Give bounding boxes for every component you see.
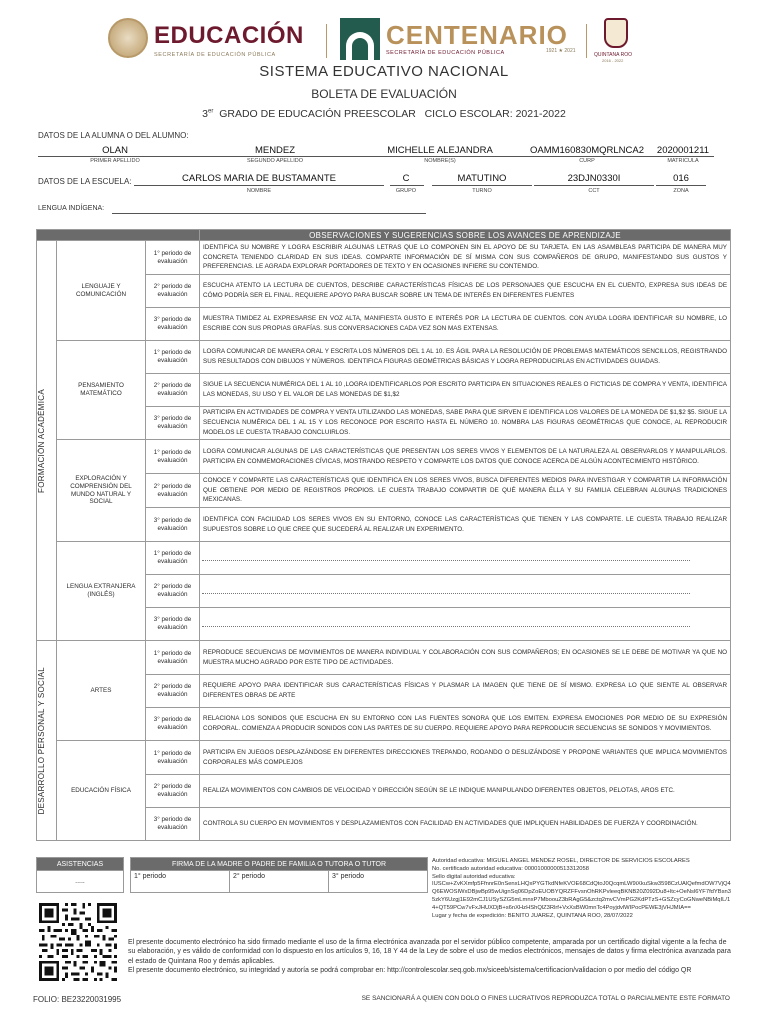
period-1-label: 1° periodo de evaluación: [146, 542, 200, 575]
period-1-label: 1° periodo de evaluación: [146, 741, 200, 775]
quintana-roo-years: 2016 - 2022: [602, 58, 624, 63]
obs-pensamiento-1: LOGRA COMUNICAR DE MANERA ORAL Y ESCRITA LOS NÚMEROS DEL 1 AL 10. ES ÁGIL PARA LA RESOLUCIÓN DE PROBLEMAS MATEMÁTICOS SENCILLOS, REGISTRANDO SUS RESULTADOS CON DIBUJOS Y NÚMEROS. IDENTIFICA FIGURAS GEOMÉTRICAS BÁSICAS Y LOGRA REPRODUCIRLAS EN ACTIVIDADES GUIADAS.: [200, 341, 731, 374]
obs-educacion-fisica-2: REALIZA MOVIMIENTOS CON CAMBIOS DE VELOCIDAD Y DIRECCIÓN SEGÚN SE LE INDIQUE MANIPULANDO DIFERENTES OBJETOS, PELOTAS, AROS ETC.: [200, 775, 731, 808]
table-head: OBSERVACIONES Y SUGERENCIAS SOBRE LOS AVANCES DE APRENDIZAJE: [200, 230, 731, 241]
cct-line: [534, 185, 654, 186]
qr-code-icon[interactable]: [36, 897, 120, 987]
logo-divider: [326, 24, 327, 58]
grade-cycle-line: [0, 108, 768, 120]
school-name-caption: NOMBRE: [246, 188, 272, 194]
dotted-line: [202, 555, 690, 561]
zona-value: 016: [673, 173, 689, 184]
centenario-logo-subtitle: SECRETARÍA DE EDUCACIÓN PÚBLICA: [386, 50, 505, 56]
firma-periodo-3: 3° periodo: [329, 871, 428, 893]
segundo-apellido-caption: SEGUNDO APELLIDO: [247, 158, 303, 164]
authority-certificate: No. certificado autoridad educativa: 00001000000513312058: [432, 865, 589, 872]
obs-exploracion-2: CONOCE Y COMPARTE LAS CARACTERÍSTICAS QUE IDENTIFICA EN LOS SERES VIVOS, BUSCA DIFERENTES MEDIOS PARA INVESTIGAR Y COMPARTIR LA INFORMACIÓN QUE OBTIENE POR MEDIO DE REGISTROS PROPIOS. LE CUESTA TRABAJO COMPARTIR DE QUÉ MANERA ÉLLA Y SU FAMILIA CELEBRAN ALGUNAS TRADICIONES MEXICANAS.: [200, 474, 731, 508]
evaluation-table: [36, 229, 731, 841]
turno-value: MATUTINO: [457, 173, 507, 184]
asistencias-value: .....: [37, 871, 124, 893]
period-1-label: 1° periodo de evaluación: [146, 641, 200, 675]
cct-caption: CCT: [588, 188, 600, 194]
asistencias-table: [36, 857, 124, 893]
obs-ingles-1: [200, 542, 731, 575]
segundo-apellido-value: MENDEZ: [254, 145, 296, 156]
firma-table: [130, 857, 428, 893]
quintana-roo-label: QUINTANA ROO: [594, 52, 632, 58]
document-title: BOLETA DE EVALUACIÓN: [311, 87, 457, 101]
logo-divider: [586, 24, 587, 58]
grade-cycle-text: GRADO DE EDUCACIÓN PREESCOLAR CICLO ESCOLAR: 2021-2022: [219, 108, 566, 120]
period-2-label: 2° periodo de evaluación: [146, 275, 200, 308]
firma-periodo-2: 2° periodo: [230, 871, 329, 893]
obs-artes-2: REQUIERE APOYO PARA IDENTIFICAR SUS CARACTERÍSTICAS FÍSICAS Y PLASMAR LA IMAGEN QUE TIENE DE SÍ MISMO. EXPRESA LO QUE SIENTE AL OBSERVAR DIFERENTES OBRAS DE ARTE: [200, 675, 731, 708]
curp-value: OAMM160830MQRLNCA2: [529, 145, 645, 156]
grade-suffix: er: [208, 108, 214, 115]
area-formacion-label: FORMACIÓN ACADÉMICA: [37, 388, 46, 493]
asistencias-header: ASISTENCIAS: [37, 858, 124, 871]
grupo-line: [390, 185, 424, 186]
period-1-label: 1° periodo de evaluación: [146, 440, 200, 474]
firma-periodo-1: 1° periodo: [131, 871, 230, 893]
obs-lenguaje-2: ESCUCHA ATENTO LA LECTURA DE CUENTOS, DESCRIBE CARACTERÍSTICAS FÍSICAS DE LOS PERSONAJES QUE ESCUCHA EN EL CUENTO, EXPRESA SUS IDEAS DE CÓMO PODRÍA SER EL FINAL. REQUIERE APOYO PARA BUSCAR SOBRE UN TEMA DE INTERÉS EN DIFERENTES FUENTES: [200, 275, 731, 308]
area-formacion-cell: [37, 241, 57, 641]
turno-caption: TURNO: [472, 188, 492, 194]
issue-place-date: Lugar y fecha de expedición: BENITO JUAREZ, QUINTANA ROO, 28/07/2022: [432, 912, 633, 919]
subject-lenguaje: LENGUAJE Y COMUNICACIÓN: [57, 241, 146, 341]
matricula-value: 2020001211: [656, 145, 710, 156]
cct-value: 23DJN0330I: [567, 173, 621, 184]
obs-artes-3: RELACIONA LOS SONIDOS QUE ESCUCHA EN SU ENTORNO CON LAS FUENTES SONORA QUE LOS EMITEN. EXPRESA EMOCIONES POR MEDIO DE SU EXPRESIÓN CORPORAL. COMIENZA A PRODUCIR SONIDOS CON LAS PARTES DE SU CUERPO. REQUIERE APOYO PARA REPRODUCIR SECUENCIAS SE SONIDOS Y MOVIMIENTOS.: [200, 708, 731, 741]
authority-digital-seal: IUSCw+ZvKXmfp5FfnnrE0nSenxLHQxPYGTkdNfeKVOE68CdQtoJ0QcqmLW9iXkuSkw3598CzUAlQefmdOW7VjQ4Q6EWOSIWxDBjwBp95wUignSq06DpZoEUOBYQRZFFvsnOhRKPvleeqBKNB20Z092Du8+ltc+OeNsl6YF7fdYBsn35zkY6Uzgj1E92mCJ1USySZG5mLmnxP7MboouZ3bRAgG5&zctq2mvCVmPG2KdPTzS+GSZcyCoGNweNBiMqIL/14+QT59PCw7vFxJHUXDjB+s6nXHzHShQlZ3Rlrf+VxXsBW0mnTc4PoyjdvlWIPocPEWE3jVHJMIA==: [432, 881, 731, 911]
area-desarrollo-label: DESARROLLO PERSONAL Y SOCIAL: [37, 666, 46, 815]
obs-exploracion-1: LOGRA COMUNICAR ALGUNAS DE LAS CARACTERÍSTICAS QUE PRESENTAN LOS SERES VIVOS Y ELEMENTOS DE LA NATURALEZA AL OBSERVARLOS Y MANIPULARLOS. PARTICIPA EN CONMEMORACIONES CÍVICAS, MOSTRANDO RESPETO Y COMPARTE LOS DATOS QUE CONOCE ACERCA DE ALGÚN ACONTECIMIENTO HISTÓRICO.: [200, 440, 731, 474]
grupo-value: C: [402, 173, 410, 184]
obs-lenguaje-3: MUESTRA TIMIDEZ AL EXPRESARSE EN VOZ ALTA, MANIFIESTA GUSTO E INTERÉS POR LA LECTURA DE CUENTOS. CON AYUDA LOGRA IDENTIFICAR SU NOMBRE, LO ESCRIBE CON SUS PROPIAS GRAFÍAS. SUS CONVERSACIONES CADA VEZ SON MAS EXTENSAS.: [200, 308, 731, 341]
grade-number: 3: [202, 108, 209, 120]
obs-ingles-2: [200, 575, 731, 608]
period-3-label: 3° periodo de evaluación: [146, 708, 200, 741]
subject-artes: ARTES: [57, 641, 146, 741]
primer-apellido-value: OLAN: [102, 145, 128, 156]
period-3-label: 3° periodo de evaluación: [146, 608, 200, 641]
dotted-line: [202, 588, 690, 594]
obs-educacion-fisica-3: CONTROLA SU CUERPO EN MOVIMIENTOS Y DESPLAZAMIENTOS CON FACILIDAD EN ACTIVIDADES QUE IMPLIQUEN HABILIDADES DE FUERZA Y COORDINACIÓN.: [200, 808, 731, 841]
educacion-logo-subtitle: SECRETARÍA DE EDUCACIÓN PÚBLICA: [154, 52, 276, 58]
page-title: SISTEMA EDUCATIVO NACIONAL: [259, 63, 509, 80]
period-2-label: 2° periodo de evaluación: [146, 575, 200, 608]
authority-seal-label: Sello digital autoridad educativa:: [432, 873, 516, 880]
student-section-label: DATOS DE LA ALUMNA O DEL ALUMNO:: [38, 131, 189, 140]
school-name-line: [134, 185, 384, 186]
period-2-label: 2° periodo de evaluación: [146, 474, 200, 508]
grupo-caption: GRUPO: [395, 188, 417, 194]
quintana-roo-shield-icon: [604, 18, 628, 48]
authority-name: Autoridad educativa: MIGUEL ANGEL MENDEZ ROSEL, DIRECTOR DE SERVICIOS ESCOLARES: [432, 858, 690, 864]
student-data-line: [38, 156, 714, 157]
header-logos: [104, 14, 664, 66]
authority-block: [432, 858, 732, 921]
period-3-label: 3° periodo de evaluación: [146, 407, 200, 440]
turno-line: [432, 185, 532, 186]
obs-lenguaje-1: IDENTIFICA SU NOMBRE Y LOGRA ESCRIBIR ALGUNAS LETRAS QUE LO COMPONEN SIN EL APOYO DE SU TARJETA. EN LAS ASAMBLEAS PARTICIPA DE MANERA MUY CONCRETA TENIENDO CLARIDAD EN SUS IDEAS. COMPARTE INFORMACIÓN DE SÍ MISMA CON SUS COMPAÑEROS DE GRUPO, MANIFESTANDO SUS GUSTOS Y PREFERENCIAS. LE AGRADA EXPLORAR PORTADORES DE TEXTO Y EN OCASIONES INFIERE SU CONTENIDO.: [200, 241, 731, 275]
legal-paragraph-1: El presente documento electrónico ha sido firmado mediante el uso de la firma electrónica avanzada por el servidor público competente, amparada por un certificado digital vigente a la fecha de su elaboración, y es válido de conformidad con lo dispuesto en los artículos 9, 16, 18 Y 44 de la Ley de sobre el uso de medios electrónicos, mensajes de datos y firma electrónica avanzada para el estado de Quintana Roo y demás aplicables.: [128, 939, 731, 965]
lengua-indigena-label: LENGUA INDÍGENA:: [38, 205, 105, 212]
school-section-label: DATOS DE LA ESCUELA:: [38, 177, 132, 186]
arch-icon: [340, 18, 380, 60]
table-head-blank: [37, 230, 200, 241]
educacion-logo-text: EDUCACIÓN: [154, 22, 304, 49]
period-2-label: 2° periodo de evaluación: [146, 675, 200, 708]
centenario-years: 1921 ★ 2021: [546, 48, 576, 54]
primer-apellido-caption: PRIMER APELLIDO: [90, 158, 140, 164]
lengua-indigena-line: [112, 213, 426, 214]
period-3-label: 3° periodo de evaluación: [146, 508, 200, 542]
period-1-label: 1° periodo de evaluación: [146, 241, 200, 275]
firma-header: FIRMA DE LA MADRE O PADRE DE FAMILIA O TUTORA O TUTOR: [131, 858, 428, 871]
subject-educacion-fisica: EDUCACIÓN FÍSICA: [57, 741, 146, 841]
obs-educacion-fisica-1: PARTICIPA EN JUEGOS DESPLAZÁNDOSE EN DIFERENTES DIRECCIONES TREPANDO, RODANDO O DESLIZÁNDOSE Y PROPONE VARIANTES QUE IMPLICA MOVIMIENTOS CORPORALES MÁS COMPLEJOS: [200, 741, 731, 775]
nombres-caption: NOMBRE(S): [424, 158, 456, 164]
dotted-line: [202, 621, 690, 627]
centenario-logo-text: CENTENARIO: [386, 20, 568, 50]
school-name-value: CARLOS MARIA DE BUSTAMANTE: [182, 173, 336, 184]
period-3-label: 3° periodo de evaluación: [146, 808, 200, 841]
period-1-label: 1° periodo de evaluación: [146, 341, 200, 374]
folio: FOLIO: BE23220031995: [33, 995, 122, 1004]
obs-exploracion-3: IDENTIFICA CON FACILIDAD LOS SERES VIVOS EN SU ENTORNO, CONOCE LAS CARACTERÍSTICAS QUE TIENEN Y LAS COMPARTE. LE CUESTA TRABAJO REALIZAR SUPUESTOS SOBRE LO QUE CREE QUE SUCEDERÁ AL REALIZAR UN EXPERIMENTO.: [200, 508, 731, 542]
subject-exploracion: EXPLORACIÓN Y COMPRENSIÓN DEL MUNDO NATURAL Y SOCIAL: [57, 440, 146, 542]
subject-ingles: LENGUA EXTRANJERA (INGLÉS): [57, 542, 146, 641]
subject-pensamiento: PENSAMIENTO MATEMÁTICO: [57, 341, 146, 440]
obs-pensamiento-3: PARTICIPA EN ACTIVIDADES DE COMPRA Y VENTA UTILIZANDO LAS MONEDAS, SABE PARA QUE SIRVEN E IDENTIFICA LOS VALORES DE LA MONEDA DE $1,$2 $5. SIGUE LA SECUENCIA NUMÉRICA DEL 1 AL 15 Y LOS RECONOCE POR ESCRITO HASTA EL NÚMERO 10. NOMBRA LAS FIGURAS GEOMÉTRICAS QUE CONOCE, AL REPRODUCIR MODELOS LE CUESTA TRABAJO CONCLUIRLOS.: [200, 407, 731, 440]
obs-artes-1: REPRODUCE SECUENCIAS DE MOVIMIENTOS DE MANERA INDIVIDUAL Y COLABORACIÓN CON SUS COMPAÑEROS; EN OCASIONES SE LE DEBE DE MOTIVAR YA QUE NO MUESTRA MUCHO AGRADO POR ESTE TIPO DE ACTIVIDADES.: [200, 641, 731, 675]
sanction-notice: SE SANCIONARÁ A QUIEN CON DOLO O FINES LUCRATIVOS REPRODUZCA TOTAL O PARCIALMENTE ESTE FORMATO: [361, 995, 730, 1002]
matricula-caption: MATRICULA: [667, 158, 699, 164]
zona-line: [656, 185, 706, 186]
period-2-label: 2° periodo de evaluación: [146, 775, 200, 808]
legal-paragraph-2: El presente documento electrónico, su integridad y autoría se podrá comprobar en: http://controlescolar.seq.gob.mx/siceeb/sistema/certificacion/validacion o por medio del código QR: [128, 967, 692, 975]
obs-ingles-3: [200, 608, 731, 641]
zona-caption: ZONA: [673, 188, 689, 194]
national-seal-icon: [108, 18, 148, 58]
obs-pensamiento-2: SIGUE LA SECUENCIA NUMÉRICA DEL 1 AL 10 ,LOGRA IDENTIFICARLOS POR ESCRITO PARTICIPA EN SITUACIONES REALES O FICTICIAS DE COMPRA Y VENTA, IDENTIFICA LAS MONEDAS, SU USO Y EL VALOR DE LAS MONEDAS DE $1,$2: [200, 374, 731, 407]
nombres-value: MICHELLE ALEJANDRA: [387, 145, 493, 156]
curp-caption: CURP: [579, 158, 595, 164]
area-desarrollo-cell: [37, 641, 57, 841]
period-3-label: 3° periodo de evaluación: [146, 308, 200, 341]
period-2-label: 2° periodo de evaluación: [146, 374, 200, 407]
legal-text: [128, 938, 731, 976]
